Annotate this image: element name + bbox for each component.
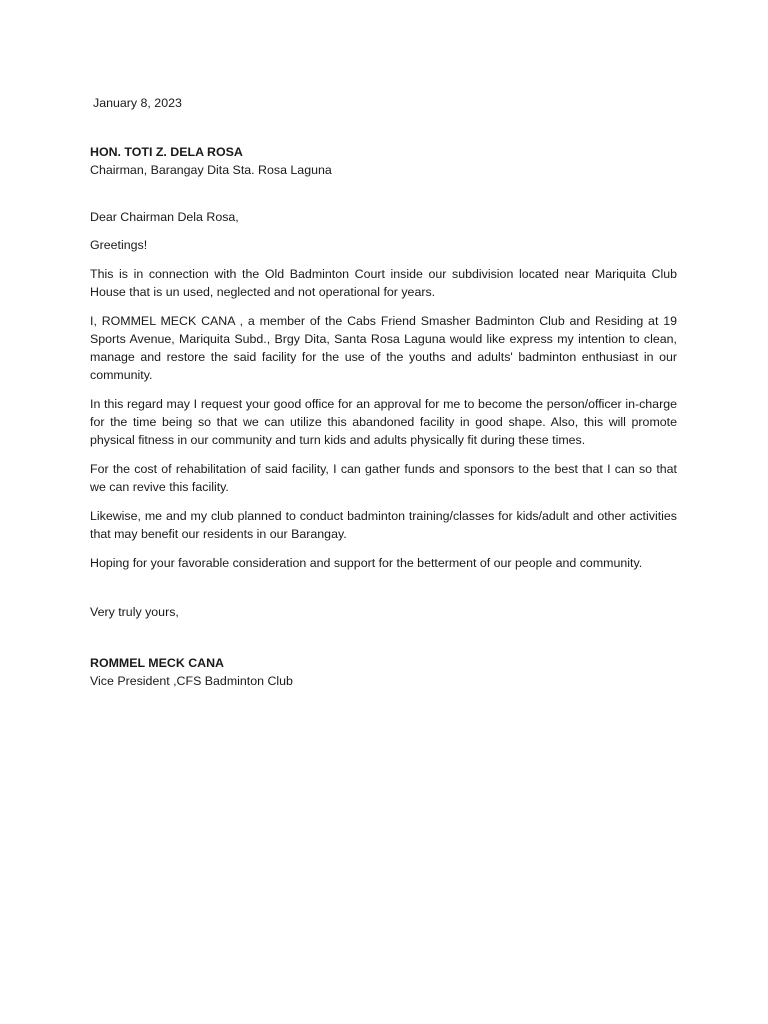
body-paragraph: In this regard may I request your good office for an approval for me to become the person/officer in-charge for the time being so that we can utilize this abandoned facility in good shape. Also, this will promote physical fitness in our community and turn kids and adults physically fit during these times.	[90, 397, 677, 447]
closing: Very truly yours,	[90, 605, 179, 619]
letter-body	[90, 236, 677, 572]
body-paragraph: For the cost of rehabilitation of said facility, I can gather funds and sponsors to the best that I can so that we can revive this facility.	[90, 462, 677, 494]
signer-title: Vice President ,CFS Badminton Club	[90, 674, 293, 688]
body-paragraph: I, ROMMEL MECK CANA , a member of the Cabs Friend Smasher Badminton Club and Residing at 19 Sports Avenue, Mariquita Subd., Brgy Dita, Santa Rosa Laguna would like express my intention to clean, manage and restore the said facility for the use of the youths and adults' badminton enthusiast in our community.	[90, 314, 677, 382]
signature-block	[90, 654, 677, 690]
body-paragraph: Likewise, me and my club planned to conduct badminton training/classes for kids/adult and other activities that may benefit our residents in our Barangay.	[90, 509, 677, 541]
letter	[90, 94, 677, 690]
body-paragraph: This is in connection with the Old Badminton Court inside our subdivision located near Mariquita Club House that is un used, neglected and not operational for years.	[90, 267, 677, 299]
recipient-block	[90, 143, 677, 179]
greeting-paragraph: Greetings!	[90, 238, 148, 252]
recipient-title: Chairman, Barangay Dita Sta. Rosa Laguna	[90, 163, 332, 177]
signer-name: ROMMEL MECK CANA	[90, 656, 224, 670]
recipient-name: HON. TOTI Z. DELA ROSA	[90, 145, 243, 159]
salutation: Dear Chairman Dela Rosa,	[90, 210, 239, 224]
letter-date: January 8, 2023	[93, 96, 182, 110]
body-paragraph: Hoping for your favorable consideration and support for the betterment of our people and community.	[90, 556, 643, 570]
